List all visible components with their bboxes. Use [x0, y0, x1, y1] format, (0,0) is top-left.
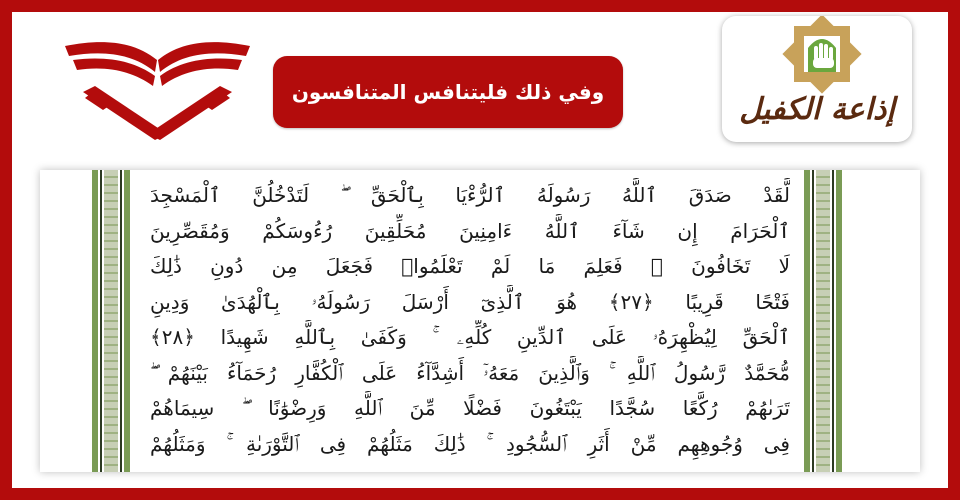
verse-line: لَّقَدْ صَدَقَ ٱللَّهُ رَسُولَهُ ٱلرُّءْيَا بِٱلْحَقِّ ۖ لَتَدْخُلُنَّ ٱلْمَسْجِدَ: [150, 183, 790, 207]
page-border-right: [804, 170, 848, 472]
verse-line: تَرَىٰهُمْ رُكَّعًا سُجَّدًا يَبْتَغُونَ فَضْلًا مِّنَ ٱللَّهِ وَرِضْوَٰنًا ۖ سِيمَاهُمْ: [150, 396, 790, 420]
open-quran-on-stand-icon: [55, 30, 260, 142]
station-logo: [722, 16, 912, 142]
verse-line: فِى وُجُوهِهِم مِّنْ أَثَرِ ٱلسُّجُودِ ۚ ذَٰلِكَ مَثَلُهُمْ فِى ٱلتَّوْرَىٰةِ ۚ وَمَثَلُهُمْ: [150, 431, 790, 456]
page-border-left: [92, 170, 136, 472]
logo-text: إذاعة الكفيل: [739, 92, 895, 127]
verse-line: لَا تَخَافُونَ ۖ فَعَلِمَ مَا لَمْ تَعْلَمُوا۟ فَجَعَلَ مِن دُونِ ذَٰلِكَ: [150, 254, 790, 278]
verse-line: فَتْحًا قَرِيبًا ﴿٢٧﴾ هُوَ ٱلَّذِىٓ أَرْسَلَ رَسُولَهُۥ بِٱلْهُدَىٰ وَدِينِ: [150, 289, 790, 314]
verse-line: مُّحَمَّدٌ رَّسُولُ ٱللَّهِ ۚ وَٱلَّذِينَ مَعَهُۥٓ أَشِدَّآءُ عَلَى ٱلْكُفَّارِ رُحَمَآءُ بَيْنَهُمْ ۖ: [150, 360, 790, 385]
verses-block: [150, 178, 790, 468]
verse-line: ٱلْحَقِّ لِيُظْهِرَهُۥ عَلَى ٱلدِّينِ كُلِّهِۦ ۚ وَكَفَىٰ بِٱللَّهِ شَهِيدًا ﴿٢٨﴾: [150, 325, 790, 349]
title-banner: [273, 56, 623, 128]
verse-line: ٱلْحَرَامَ إِن شَآءَ ٱللَّهُ ءَامِنِينَ مُحَلِّقِينَ رُءُوسَكُمْ وَمُقَصِّرِينَ: [150, 218, 790, 243]
hand-in-frame-icon: [722, 16, 912, 96]
title-text: وفي ذلك فليتنافس المتنافسون: [291, 80, 605, 104]
